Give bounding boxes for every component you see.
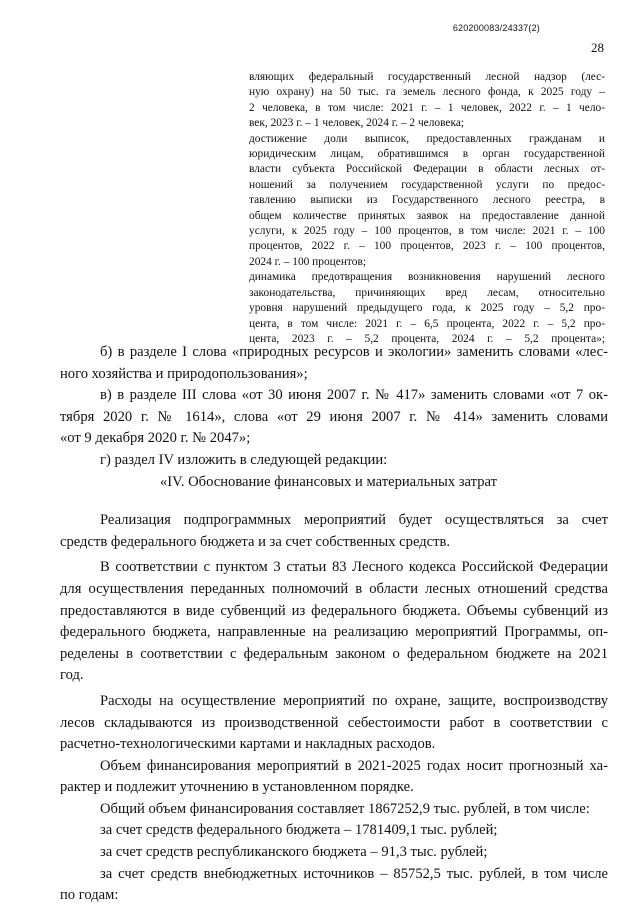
text-line: Реализация подпрограммных мероприятий будет осуществляться за счет <box>100 512 608 529</box>
document-id: 620200083/24337(2) <box>452 23 540 33</box>
text-line: цента, в том числе: 2021 г. – 6,5 процента, 2022 г. – 5,2 про- <box>249 317 605 330</box>
text-line: тавлению выписки из Государственного лесного реестра, в <box>249 194 605 207</box>
text-line: В соответствии с пунктом 3 статьи 83 Лесного кодекса Российской Федерации <box>100 559 608 576</box>
text-line: власти субъекта Российской Федерации в области лесных от- <box>249 163 605 176</box>
section-heading: «IV. Обоснование финансовых и материальных затрат <box>160 473 497 490</box>
text-line: достижение доли выписок, предоставленных гражданам и <box>249 132 605 145</box>
text-line: юридическим лицам, обратившимся в орган государственной <box>249 148 605 161</box>
text-line: ределены в соответствии с федеральным законом о федеральном бюджете на 2021 <box>60 645 608 662</box>
main-text-block <box>60 342 608 907</box>
text-line: век, 2023 г. – 1 человек, 2024 г. – 2 человека; <box>249 117 465 130</box>
text-line: 2 человека, в том числе: 2021 г. – 1 человек, 2022 г. – 1 чело- <box>249 101 605 114</box>
text-line: уровня нарушений предыдущего года, к 2025 году – 5,2 про- <box>249 302 605 315</box>
amendment-g: г) раздел IV изложить в следующей редакции: <box>100 451 388 468</box>
text-line: общем количестве принятых заявок на предоставление данной <box>249 209 605 222</box>
text-line: ного хозяйства и природопользования»; <box>60 365 308 382</box>
spacer <box>60 493 608 510</box>
text-line: расчетно-технологическими картами и накладных расходов. <box>60 736 436 753</box>
text-line: ную охрану) на 50 тыс. га земель лесного фонда, к 2025 году – <box>249 86 605 99</box>
text-line: услуги, к 2025 году – 100 процентов, в том числе: 2021 г. – 100 <box>249 225 605 238</box>
text-line: б) в разделе I слова «природных ресурсов и экологии» заменить словами «лес- <box>100 344 608 360</box>
text-line: по годам: <box>60 887 119 904</box>
text-line: лесов складываются из производственной себестоимости работ в соответствии с <box>60 714 608 731</box>
text-line: в) в разделе III слова «от 30 июня 2007 г. № 417» заменить словами «от 7 ок- <box>100 387 608 404</box>
paragraph: Общий объем финансирования составляет 1867252,9 тыс. рублей, в том числе: <box>100 800 590 817</box>
paragraph <box>60 510 608 553</box>
text-line: процентов, 2022 г. – 100 процентов, 2023 г. – 100 процентов, <box>249 240 605 253</box>
text-line: цента, 2023 г. – 5,2 процента, 2024 г. – 5,2 процента»; <box>249 332 605 345</box>
text-line: предоставляются в виде субвенций из федерального бюджета. Объемы субвенций из <box>60 602 608 619</box>
text-line: тября 2020 г. № 1614», слова «от 29 июня 2007 г. № 414» заменить словами <box>60 408 608 425</box>
text-line: год. <box>60 667 84 684</box>
paragraph: за счет средств республиканского бюджета – 91,3 тыс. рублей; <box>100 844 488 861</box>
text-line: Объем финансирования мероприятий в 2021-2025 годах носит прогнозный ха- <box>100 757 608 774</box>
text-line: Расходы на осуществление мероприятий по охране, защите, воспроизводству <box>100 692 608 709</box>
text-line: «от 9 декабря 2020 г. № 2047»; <box>60 430 251 447</box>
paragraph: за счет средств федерального бюджета – 1781409,1 тыс. рублей; <box>100 822 498 839</box>
paragraph <box>60 557 608 687</box>
text-line: за счет средств внебюджетных источников – 85752,5 тыс. рублей, в том числе <box>100 865 608 882</box>
amendment-b <box>60 342 608 385</box>
text-line: законодательства, причиняющих вред лесам, относительно <box>249 286 605 299</box>
paragraph <box>60 756 608 799</box>
paragraph <box>60 691 608 756</box>
paragraph <box>60 864 608 907</box>
text-line: рактер и подлежит уточнению в установленном порядке. <box>60 779 414 796</box>
text-line: ношений за получением государственной услуги по предос- <box>249 178 605 191</box>
amendment-v <box>60 385 608 450</box>
text-line: 2024 г. – 100 процентов; <box>249 255 366 268</box>
text-line: средств федерального бюджета и за счет собственных средств. <box>60 533 451 550</box>
page-number: 28 <box>591 40 604 55</box>
text-line: федерального бюджета, направленные на реализацию мероприятий Программы, оп- <box>60 624 608 641</box>
text-line: вляющих федеральный государственный лесной надзор (лес- <box>249 71 605 83</box>
text-line: динамика предотвращения возникновения нарушений лесного <box>249 271 605 284</box>
upper-text-block <box>249 70 605 347</box>
text-line: для осуществления переданных полномочий в области лесных отношений средства <box>60 580 608 597</box>
